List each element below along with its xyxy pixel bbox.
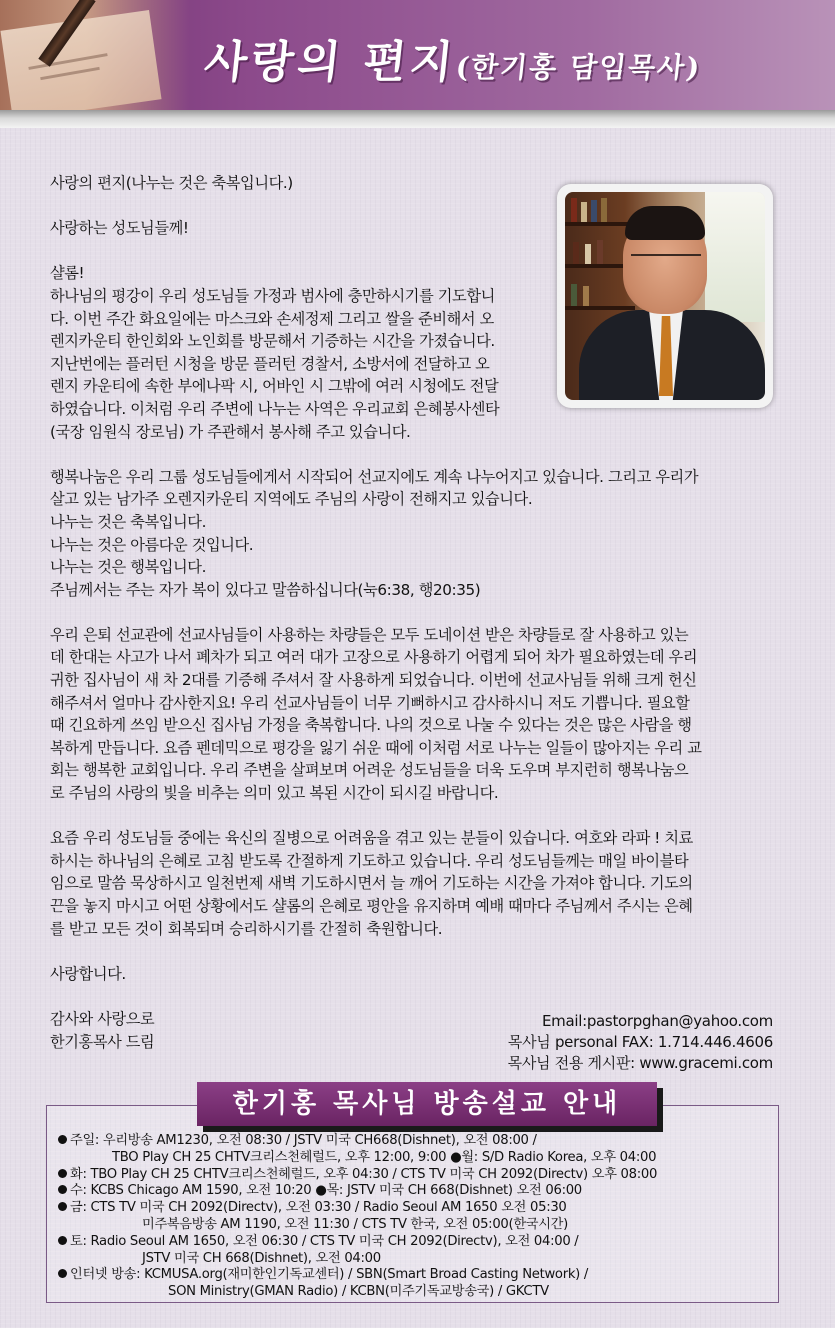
header-banner: [0, 0, 835, 110]
page-title-subtitle: (한기홍 담임목사): [454, 51, 704, 84]
header-divider-bar: [0, 110, 835, 128]
paragraph-line: 때 긴요하게 쓰임 받으신 집사님 가정을 축복합니다. 나의 것으로 나눌 수 있다는 것은 많은 사람을 행: [50, 716, 692, 735]
letter-heading: 사랑의 편지(나누는 것은 축복입니다.): [50, 174, 293, 192]
schedule-text: 인터넷 방송: KCMUSA.org(재미한인기독교센터) / SBN(Smart Broad Casting Network) /: [70, 1267, 589, 1283]
bullet-icon: [58, 1185, 67, 1194]
schedule-row: [58, 1267, 778, 1284]
paragraph-line: 하였습니다. 이처럼 우리 주변에 나누는 사역은 우리교회 은혜봉사센타: [50, 399, 500, 418]
letter-salutation: 사랑하는 성도님들께!: [50, 219, 189, 238]
paragraph-line: 나누는 것은 축복입니다.: [50, 512, 206, 531]
paragraph-line: 살고 있는 남가주 오렌지카운티 지역에도 주님의 사랑이 전해지고 있습니다.: [50, 490, 533, 509]
schedule-row: [58, 1251, 778, 1268]
paragraph-1: [50, 285, 545, 443]
page-title-main: 사랑의 편지: [201, 37, 460, 88]
paragraph-line: 지난번에는 플러턴 시청을 방문 플러턴 경찰서, 소방서에 전달하고 오: [50, 354, 490, 373]
schedule-row: [58, 1167, 778, 1184]
schedule-text: SON Ministry(GMAN Radio) / KCBN(미주기독교방송국) / GKCTV: [168, 1284, 549, 1300]
letter-closing: 사랑합니다.: [50, 964, 126, 983]
paragraph-line: 끈을 놓지 마시고 어떤 상황에서도 샬롬의 은혜로 평안을 유지하며 예배 때마다 주님께서 주시는 은혜: [50, 897, 693, 915]
schedule-text: 화: TBO Play CH 25 CHTV크리스천헤럴드, 오후 04:30 / CTS TV 미국 CH 2092(Directv) 오후 08:00: [70, 1166, 658, 1182]
paragraph-line: 귀한 집사님이 새 차 2대를 기증해 주셔서 잘 사용하게 되었습니다. 이번에 선교사님들 위해 크게 헌신: [50, 671, 697, 690]
signature-line-1: 감사와 사랑으로: [50, 1009, 155, 1028]
paragraph-line: 요즘 우리 성도님들 중에는 육신의 질병으로 어려움을 겪고 있는 분들이 있습니다. 여호와 라파 ! 치료: [50, 829, 693, 848]
paragraph-line: 렌지 카운티에 속한 부에나팍 시, 어바인 시 그밖에 여러 시청에도 전달: [50, 377, 499, 396]
schedule-row: [58, 1150, 778, 1167]
paragraph-line: 를 받고 모든 것이 회복되며 승리하시기를 간절히 축원합니다.: [50, 919, 443, 938]
paragraph-line: 나누는 것은 아름다운 것입니다.: [50, 535, 254, 554]
bullet-icon: [58, 1202, 67, 1211]
paragraph-line: 하나님의 평강이 우리 성도님들 가정과 범사에 충만하시기를 기도합니: [50, 286, 495, 305]
schedule-text: 토: Radio Seoul AM 1650, 오전 06:30 / CTS TV 미국 CH 2092(Directv), 오전 04:00 /: [70, 1233, 579, 1249]
schedule-text: 금: CTS TV 미국 CH 2092(Directv), 오전 03:30 / Radio Seoul AM 1650 오전 05:30: [70, 1200, 567, 1216]
schedule-row: [58, 1133, 778, 1150]
schedule-row: [58, 1284, 778, 1301]
schedule-text: JSTV 미국 CH 668(Dishnet), 오전 04:00: [142, 1250, 381, 1266]
contact-board[interactable]: 목사님 전용 게시판: www.gracemi.com: [507, 1054, 773, 1072]
schedule-row: [58, 1217, 778, 1234]
contact-fax: 목사님 personal FAX: 1.714.446.4606: [507, 1033, 773, 1051]
paragraph-line: 행복나눔은 우리 그룹 성도님들에게서 시작되어 선교지에도 계속 나누어지고 있습니다. 그리고 우리가: [50, 467, 699, 486]
paragraph-line: 우리 은퇴 선교관에 선교사님들이 사용하는 차량들은 모두 도네이션 받은 차량들로 잘 사용하고 있는: [50, 625, 689, 644]
paragraph-line: 로 주님의 사랑의 빛을 비추는 의미 있고 복된 시간이 되시길 바랍니다.: [50, 784, 499, 803]
paragraph-4: [50, 827, 790, 940]
paragraph-2: [50, 466, 790, 602]
bullet-icon: [58, 1236, 67, 1245]
schedule-text: 수: KCBS Chicago AM 1590, 오전 10:20 ●목: JSTV 미국 CH 668(Dishnet) 오전 06:00: [70, 1183, 582, 1199]
broadcast-schedule-list: [58, 1133, 778, 1301]
schedule-text: TBO Play CH 25 CHTV크리스천헤럴드, 오후 12:00, 9:00 ●월: S/D Radio Korea, 오후 04:00: [112, 1149, 657, 1165]
paragraph-3: [50, 624, 790, 805]
paragraph-line: 해주셔서 얼마나 감사한지요! 우리 선교사님들이 너무 기뻐하시고 감사하시니 저도 기쁩니다. 필요할: [50, 693, 690, 712]
schedule-text: 주일: 우리방송 AM1230, 오전 08:30 / JSTV 미국 CH668(Dishnet), 오전 08:00 /: [70, 1133, 537, 1148]
bullet-icon: [58, 1169, 67, 1178]
paragraph-line: 하시는 하나님의 은혜로 고침 받도록 간절하게 기도하고 있습니다. 우리 성도님들께는 매일 바이블타: [50, 851, 689, 870]
broadcast-title: 한기홍 목사님 방송설교 안내: [197, 1082, 657, 1126]
schedule-text: 미주복음방송 AM 1190, 오전 11:30 / CTS TV 한국, 오전 05:00(한국시간): [142, 1216, 568, 1232]
letter-greeting: 샬롬!: [50, 264, 85, 283]
page-title: [202, 26, 706, 90]
paragraph-line: 복하게 만듭니다. 요즘 펜데믹으로 평강을 잃기 쉬운 때에 이처럼 서로 나누는 일들이 많아지는 우리 교: [50, 738, 702, 757]
paragraph-line: (국장 임원식 장로님) 가 주관해서 봉사해 주고 있습니다.: [50, 422, 411, 441]
paragraph-line: 회는 행복한 교회입니다. 우리 주변을 살펴보며 어려운 성도님들을 더욱 도우며 부지런히 행복나눔으: [50, 761, 689, 780]
contact-email[interactable]: Email:pastorpghan@yahoo.com: [541, 1012, 773, 1030]
paragraph-line: 주님께서는 주는 자가 복이 있다고 말씀하십니다(눅6:38, 행20:35): [50, 580, 481, 599]
signature-line-2: 한기홍목사 드림: [50, 1032, 155, 1051]
paragraph-line: 임으로 말씀 묵상하시고 일천번제 새벽 기도하시면서 늘 깨어 기도하는 시간을 가져야 합니다. 기도의: [50, 874, 693, 893]
schedule-row: [58, 1234, 778, 1251]
schedule-row: [58, 1200, 778, 1217]
bullet-icon: [58, 1135, 67, 1144]
header-letter-photo: [0, 0, 190, 110]
letter-body: [50, 172, 790, 1053]
paragraph-line: 다. 이번 주간 화요일에는 마스크와 손세정제 그리고 쌀을 준비해서 오: [50, 309, 494, 328]
schedule-row: [58, 1183, 778, 1200]
paragraph-line: 데 한대는 사고가 나서 폐차가 되고 여러 대가 고장으로 사용하기 어렵게 되어 차가 필요하였는데 우리: [50, 648, 698, 667]
contact-info: [508, 1011, 773, 1074]
bullet-icon: [58, 1269, 67, 1278]
paragraph-line: 렌지카운티 한인회와 노인회를 방문해서 기증하는 시간을 가졌습니다.: [50, 332, 495, 351]
paragraph-line: 나누는 것은 행복입니다.: [50, 558, 206, 577]
